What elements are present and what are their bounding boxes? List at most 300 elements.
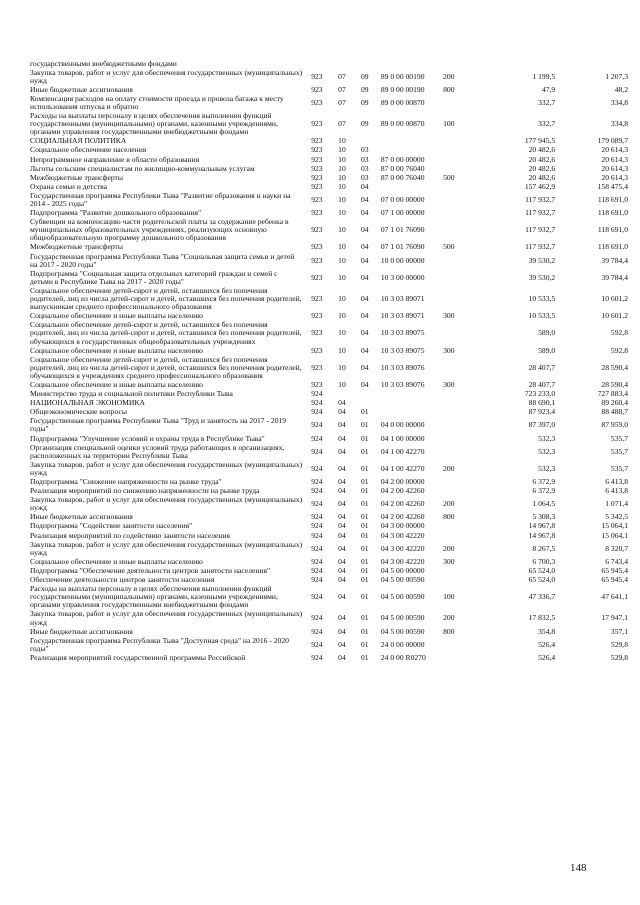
section-code: 04 <box>338 398 346 408</box>
subsection-code: 04 <box>361 255 369 265</box>
subsection-code: 01 <box>361 499 369 509</box>
table-row <box>30 585 630 610</box>
amount-year-2: 15 064,1 <box>601 530 628 540</box>
section-code: 10 <box>338 181 346 191</box>
target-article: 04 5 00 00590 <box>380 626 425 636</box>
section-code <box>335 59 358 68</box>
ministry-code: 924 <box>311 420 323 430</box>
subsection-code: 03 <box>361 145 369 155</box>
subsection-code: 01 <box>361 626 369 636</box>
ministry-code: 924 <box>311 463 323 473</box>
ministry-code: 924 <box>311 477 323 486</box>
amount-year-2: 1 071,4 <box>605 499 628 509</box>
amount-year-2: 87 959,0 <box>601 420 628 430</box>
section-code: 04 <box>338 486 346 496</box>
row-name: Межбюджетные трансферты <box>30 172 123 182</box>
table-row <box>30 68 630 85</box>
target-article: 04 5 00 00590 <box>380 613 425 623</box>
amount-year-1: 526,4 <box>538 639 556 649</box>
expense-type <box>443 218 480 243</box>
expense-type: 500 <box>443 242 455 252</box>
section-code: 10 <box>338 154 346 164</box>
target-article: 89 0 00 00870 <box>380 119 425 129</box>
ministry-code: 924 <box>311 398 323 408</box>
section-code: 04 <box>338 639 346 649</box>
table-row <box>30 321 630 346</box>
row-name: Организация специальной оценки условий труда работающих в организациях, расположенных на территории Республики Тыва <box>30 442 285 460</box>
section-code: 10 <box>338 163 346 173</box>
row-name: Социальное обеспечение детей-сирот и детей, оставшихся без попечения родителей, лиц из числа детей-сирот и детей, оставшихся без попечения родителей, выпускникам среднего профессионального образования <box>30 285 302 312</box>
amount-year-1: 723 233,0 <box>524 389 556 399</box>
row-name: Закупка товаров, работ и услуг для обеспечения государственных (муниципальных) нужд <box>30 609 303 627</box>
ministry-code: 923 <box>311 84 323 94</box>
amount-year-2: 8 320,7 <box>605 543 628 553</box>
ministry-code: 923 <box>311 272 323 282</box>
amount-year-1: 117 932,7 <box>525 194 556 204</box>
target-article: 89 0 00 00190 <box>380 71 425 81</box>
amount-year-2: 158 475,4 <box>597 181 628 191</box>
section-code: 04 <box>338 565 346 575</box>
expense-type <box>443 408 480 417</box>
amount-year-1: 589,0 <box>538 345 556 355</box>
subsection-code: 01 <box>361 613 369 623</box>
ministry-code: 924 <box>311 556 323 566</box>
target-article: 10 3 00 00000 <box>380 272 425 282</box>
amount-year-1: 28 407,7 <box>528 379 556 389</box>
row-name: Иные бюджетные ассигнования <box>30 84 133 94</box>
expense-type: 200 <box>443 463 455 473</box>
ministry-code: 924 <box>311 389 323 399</box>
row-name: Закупка товаров, работ и услуг для обеспечения государственных (муниципальных) нужд <box>30 459 303 477</box>
amount-year-1: 47 336,7 <box>528 592 556 602</box>
section-code: 10 <box>338 272 346 282</box>
subsection-code: 04 <box>361 242 369 252</box>
page-number: 148 <box>570 862 587 874</box>
amount-year-2: 48,2 <box>614 84 628 94</box>
ministry-code: 923 <box>311 194 323 204</box>
ministry-code: 923 <box>311 163 323 173</box>
amount-year-1: 47,9 <box>541 84 556 94</box>
amount-year-2: 10 601,2 <box>601 311 628 321</box>
target-article: 10 3 03 89075 <box>380 328 425 338</box>
expense-type: 200 <box>443 613 455 623</box>
row-name: Министерство труда и социальной политики Республики Тыва <box>30 389 233 399</box>
ministry-code: 923 <box>311 154 323 164</box>
target-article: 87 0 00 00000 <box>380 154 425 164</box>
section-code: 10 <box>338 362 346 372</box>
target-article: 04 2 00 00000 <box>380 477 425 486</box>
amount-year-2: 15 064,1 <box>601 521 628 531</box>
subsection-code: 04 <box>361 194 369 204</box>
target-article: 24 0 00 00000 <box>380 639 425 649</box>
subsection-code: 04 <box>361 181 369 191</box>
ministry-code: 923 <box>311 208 323 218</box>
table-row <box>30 286 630 311</box>
amount-year-2: 20 614,3 <box>601 154 628 164</box>
row-name: Социальное обеспечение населения <box>30 145 147 155</box>
row-name: Общеэкономические вопросы <box>30 407 127 417</box>
amount-year-2: 592,8 <box>610 328 628 338</box>
target-article: 10 3 03 89075 <box>380 345 425 355</box>
section-code: 04 <box>338 407 346 417</box>
table-row <box>30 94 630 111</box>
expense-type: 200 <box>443 499 455 509</box>
subsection-code: 04 <box>361 362 369 372</box>
expense-type: 300 <box>443 556 455 566</box>
section-code: 04 <box>338 499 346 509</box>
table-row <box>30 496 630 513</box>
amount-year-1: 20 482,6 <box>528 154 556 164</box>
amount-year-1: 526,4 <box>538 652 556 662</box>
amount-year-1: 6 372,9 <box>532 477 556 486</box>
budget-table-body <box>30 59 630 662</box>
amount-year-1: 117 932,7 <box>525 225 556 235</box>
amount-year-2: 20 614,3 <box>601 172 628 182</box>
ministry-code: 924 <box>311 521 323 531</box>
table-row <box>30 146 630 155</box>
amount-year-1 <box>480 59 555 68</box>
row-name: Социальное обеспечение детей-сирот и детей, оставшихся без попечения родителей, лиц из числа детей-сирот и детей, оставшихся без попечения родителей, обучающихся в государственных общеобразовательных учреждениях <box>30 320 302 346</box>
subsection-code: 01 <box>361 592 369 602</box>
subsection-code: 04 <box>361 208 369 218</box>
expense-type <box>443 417 480 434</box>
section-code: 10 <box>338 345 346 355</box>
row-name: Закупка товаров, работ и услуг для обеспечения государственных (муниципальных) нужд <box>30 539 303 557</box>
subsection-code: 04 <box>361 345 369 355</box>
row-name: Государственная программа Республики Тыва "Труд и занятость на 2017 - 2019 годы" <box>30 416 287 434</box>
expense-type: 100 <box>443 119 455 129</box>
ministry-code: 924 <box>311 446 323 456</box>
amount-year-2: 28 590,4 <box>601 379 628 389</box>
row-name: Социальное обеспечение и иные выплаты населению <box>30 311 203 321</box>
amount-year-2: 6 743,4 <box>605 556 628 566</box>
expense-type <box>443 566 480 575</box>
target-article: 04 5 00 00590 <box>380 575 425 585</box>
target-article <box>381 408 443 417</box>
amount-year-2: 118 691,0 <box>597 225 628 235</box>
ministry-code: 924 <box>311 433 323 443</box>
amount-year-2: 334,8 <box>610 97 628 107</box>
amount-year-2: 118 691,0 <box>597 194 628 204</box>
target-article: 04 3 00 00000 <box>380 521 425 531</box>
row-name: Обеспечение деятельности центров занятости населения <box>30 575 215 585</box>
expense-type <box>443 522 480 531</box>
amount-year-2: 529,8 <box>610 639 628 649</box>
subsection-code <box>358 59 381 68</box>
amount-year-2: 39 784,4 <box>601 255 628 265</box>
amount-year-2: 529,8 <box>610 652 628 662</box>
amount-year-2: 10 601,2 <box>601 294 628 304</box>
amount-year-2: 727 883,4 <box>597 389 628 399</box>
subsection-code: 01 <box>361 639 369 649</box>
subsection-code: 01 <box>361 565 369 575</box>
amount-year-1: 157 462,9 <box>524 181 556 191</box>
ministry-code: 923 <box>311 225 323 235</box>
subsection-code: 03 <box>361 172 369 182</box>
amount-year-2: 535,7 <box>610 463 628 473</box>
table-row <box>30 59 630 68</box>
expense-type <box>443 355 480 380</box>
target-article: 10 0 00 00000 <box>380 255 425 265</box>
row-name: Льготы сельским специалистам по жилищно-коммунальным услугам <box>30 163 255 173</box>
row-name: СОЦИАЛЬНАЯ ПОЛИТИКА <box>30 136 127 146</box>
expense-type <box>443 434 480 443</box>
table-row <box>30 243 630 252</box>
target-article: 04 5 00 00590 <box>380 592 425 602</box>
expense-type <box>443 164 480 173</box>
ministry-code: 923 <box>311 145 323 155</box>
amount-year-1: 39 530,2 <box>528 272 556 282</box>
section-code: 04 <box>338 652 346 662</box>
subsection-code: 01 <box>361 407 369 417</box>
ministry-code: 924 <box>311 512 323 522</box>
target-article: 07 1 01 76090 <box>380 225 425 235</box>
row-name: Подпрограмма "Содействие занятости населения" <box>30 521 193 531</box>
section-code: 10 <box>338 172 346 182</box>
target-article <box>381 146 443 155</box>
section-code: 07 <box>338 71 346 81</box>
table-row <box>30 355 630 380</box>
amount-year-2: 118 691,0 <box>597 208 628 218</box>
subsection-code: 01 <box>361 486 369 496</box>
amount-year-2 <box>555 59 630 68</box>
expense-type <box>443 182 480 191</box>
target-article: 04 2 00 42260 <box>380 486 425 496</box>
amount-year-2: 65 945,4 <box>601 565 628 575</box>
amount-year-1: 589,0 <box>538 328 556 338</box>
amount-year-1: 20 482,6 <box>528 163 556 173</box>
section-code: 04 <box>338 433 346 443</box>
amount-year-2: 357,1 <box>610 626 628 636</box>
expense-type <box>443 59 480 68</box>
row-name: Реализация мероприятий государственной программы Российской <box>30 652 246 662</box>
ministry-code: 924 <box>311 543 323 553</box>
section-code: 04 <box>338 592 346 602</box>
amount-year-1: 332,7 <box>538 97 556 107</box>
row-name: Социальное обеспечение и иные выплаты населению <box>30 556 203 566</box>
section-code: 10 <box>338 145 346 155</box>
section-code: 10 <box>338 311 346 321</box>
target-article: 10 3 03 89071 <box>380 311 425 321</box>
section-code: 07 <box>338 119 346 129</box>
section-code: 07 <box>338 97 346 107</box>
amount-year-1: 6 372,9 <box>532 486 556 496</box>
row-name: Подпрограмма "Обеспечение деятельности центров занятости населения" <box>30 565 271 575</box>
expense-type <box>443 487 480 496</box>
target-article <box>381 59 443 68</box>
expense-type: 800 <box>443 84 455 94</box>
row-name: Межбюджетные трансферты <box>30 242 123 252</box>
target-article: 04 5 00 00000 <box>380 565 425 575</box>
row-name: Подпрограмма "Улучшение условий и охраны труда в Республике Тыва" <box>30 433 265 443</box>
expense-type <box>443 478 480 487</box>
target-article: 89 0 00 00190 <box>380 84 425 94</box>
subsection-code: 04 <box>361 379 369 389</box>
ministry-code <box>308 59 335 68</box>
ministry-code: 923 <box>311 172 323 182</box>
amount-year-1: 1 064,5 <box>532 499 556 509</box>
table-row <box>30 252 630 269</box>
amount-year-1: 177 945,5 <box>524 136 556 146</box>
ministry-code: 923 <box>311 255 323 265</box>
row-name: Государственная программа Республики Тыва "Доступная среда" на 2016 - 2020 годы" <box>30 635 289 653</box>
expense-type <box>443 286 480 311</box>
section-code: 04 <box>338 446 346 456</box>
table-row <box>30 636 630 653</box>
section-code: 10 <box>338 208 346 218</box>
amount-year-1: 10 533,5 <box>528 311 556 321</box>
target-article: 04 1 00 42270 <box>380 463 425 473</box>
row-name: Реализация мероприятий по снижению напряженности на рынке труда <box>30 486 260 496</box>
ministry-code: 923 <box>311 119 323 129</box>
target-article: 10 3 03 89071 <box>380 294 425 304</box>
section-code: 04 <box>338 477 346 486</box>
amount-year-2: 118 691,0 <box>597 242 628 252</box>
subsection-code: 09 <box>361 84 369 94</box>
amount-year-1: 65 524,0 <box>528 565 556 575</box>
amount-year-2: 39 784,4 <box>601 272 628 282</box>
section-code: 10 <box>338 328 346 338</box>
subsection-code: 04 <box>361 311 369 321</box>
expense-type <box>443 252 480 269</box>
row-name: Государственная программа Республики Тыва "Социальная защита семьи и детей на 2017 - 2020 годы" <box>30 251 295 269</box>
section-code: 10 <box>338 255 346 265</box>
expense-type <box>443 94 480 111</box>
subsection-code: 01 <box>361 556 369 566</box>
amount-year-1: 5 308,3 <box>532 512 556 522</box>
section-code: 10 <box>338 194 346 204</box>
table-row <box>30 218 630 243</box>
ministry-code: 924 <box>311 613 323 623</box>
row-name: Подпрограмма "Развитие дошкольного образования" <box>30 208 202 218</box>
section-code: 10 <box>338 379 346 389</box>
amount-year-2: 47 641,1 <box>601 592 628 602</box>
target-article: 04 1 00 00000 <box>380 433 425 443</box>
target-article: 04 1 00 42270 <box>380 446 425 456</box>
expense-type <box>443 321 480 346</box>
row-name: НАЦИОНАЛЬНАЯ ЭКОНОМИКА <box>30 398 145 408</box>
amount-year-2: 6 413,8 <box>605 477 628 486</box>
row-name: Охрана семьи и детства <box>30 181 107 191</box>
expense-type: 800 <box>443 626 455 636</box>
amount-year-2: 20 614,3 <box>601 163 628 173</box>
amount-year-2: 88 488,7 <box>601 407 628 417</box>
expense-type <box>443 443 480 460</box>
amount-year-1: 14 967,8 <box>528 530 556 540</box>
ministry-code: 924 <box>311 486 323 496</box>
section-code: 10 <box>338 225 346 235</box>
target-article: 07 1 00 00000 <box>380 208 425 218</box>
row-name: Подпрограмма "Социальная защита отдельных категорий граждан и семей с детьми в Республике Тыва на 2017 - 2020 годы" <box>30 268 278 286</box>
expense-type <box>443 137 480 146</box>
subsection-code: 04 <box>361 328 369 338</box>
section-code: 04 <box>338 512 346 522</box>
subsection-code: 01 <box>361 446 369 456</box>
target-article: 04 3 00 42220 <box>380 530 425 540</box>
expense-type <box>443 576 480 585</box>
amount-year-2: 28 590,4 <box>601 362 628 372</box>
section-code: 04 <box>338 626 346 636</box>
row-name: Иные бюджетные ассигнования <box>30 626 133 636</box>
expense-type <box>443 653 480 662</box>
expense-type <box>443 191 480 208</box>
subsection-code: 01 <box>361 420 369 430</box>
amount-year-1: 354,8 <box>538 626 556 636</box>
subsection-code: 01 <box>361 433 369 443</box>
amount-year-1: 28 407,7 <box>528 362 556 372</box>
section-code: 04 <box>338 521 346 531</box>
ministry-code: 923 <box>311 97 323 107</box>
ministry-code: 924 <box>311 499 323 509</box>
subsection-code: 01 <box>361 652 369 662</box>
row-name: Социальное обеспечение детей-сирот и детей, оставшихся без попечения родителей, лиц из числа детей-сирот и детей, оставшихся без попечения родителей, обучающихся в учреждениях среднего профессионального образования <box>30 354 302 380</box>
table-row <box>30 85 630 94</box>
ministry-code: 924 <box>311 652 323 662</box>
section-code: 04 <box>338 543 346 553</box>
expense-type: 100 <box>443 592 455 602</box>
subsection-code: 01 <box>361 530 369 540</box>
amount-year-2: 592,8 <box>610 345 628 355</box>
target-article <box>381 182 443 191</box>
amount-year-1: 88 690,1 <box>528 398 556 408</box>
row-name: Закупка товаров, работ и услуг для обеспечения государственных (муниципальных) нужд <box>30 495 303 513</box>
ministry-code: 923 <box>311 379 323 389</box>
amount-year-1: 532,3 <box>538 463 556 473</box>
target-article: 04 3 00 42220 <box>380 543 425 553</box>
ministry-code: 924 <box>311 565 323 575</box>
row-name: Закупка товаров, работ и услуг для обеспечения государственных (муниципальных) нужд <box>30 67 303 85</box>
row-name: Социальное обеспечение и иные выплаты населению <box>30 379 203 389</box>
amount-year-1: 1 199,5 <box>532 71 556 81</box>
amount-year-1: 532,3 <box>538 446 556 456</box>
section-code: 04 <box>338 463 346 473</box>
amount-year-1: 14 967,8 <box>528 521 556 531</box>
target-article: 87 0 00 76040 <box>380 172 425 182</box>
section-code: 04 <box>338 575 346 585</box>
expense-type <box>443 636 480 653</box>
amount-year-2: 535,7 <box>610 446 628 456</box>
section-code: 04 <box>338 530 346 540</box>
table-row <box>30 653 630 662</box>
table-row <box>30 531 630 540</box>
subsection-code: 04 <box>361 225 369 235</box>
subsection-code: 01 <box>361 575 369 585</box>
row-name: Социальное обеспечение и иные выплаты населению <box>30 345 203 355</box>
table-row <box>30 191 630 208</box>
section-code: 10 <box>338 294 346 304</box>
subsection-code: 09 <box>361 71 369 81</box>
section-code: 10 <box>338 136 346 146</box>
expense-type: 200 <box>443 71 455 81</box>
ministry-code: 924 <box>311 530 323 540</box>
expense-type: 300 <box>443 345 455 355</box>
row-name: Субвенции на компенсацию части родительской платы за содержание ребенка в муниципальных образовательных учреждениях, реализующих основную общеобразовательную программу дошкольного образования <box>30 217 289 243</box>
ministry-code: 923 <box>311 311 323 321</box>
amount-year-1: 332,7 <box>538 119 556 129</box>
expense-type <box>443 209 480 218</box>
ministry-code: 924 <box>311 575 323 585</box>
table-row <box>30 540 630 557</box>
subsection-code: 03 <box>361 154 369 164</box>
target-article: 04 2 00 42260 <box>380 512 425 522</box>
amount-year-1: 39 530,2 <box>528 255 556 265</box>
table-row <box>30 443 630 460</box>
table-row <box>30 173 630 182</box>
amount-year-1: 117 932,7 <box>525 208 556 218</box>
target-article: 04 2 00 42260 <box>380 499 425 509</box>
subsection-code: 04 <box>361 272 369 282</box>
row-name: Государственная программа Республики Тыва "Развитие образования и науки на 2014 - 2025 годы" <box>30 190 291 208</box>
